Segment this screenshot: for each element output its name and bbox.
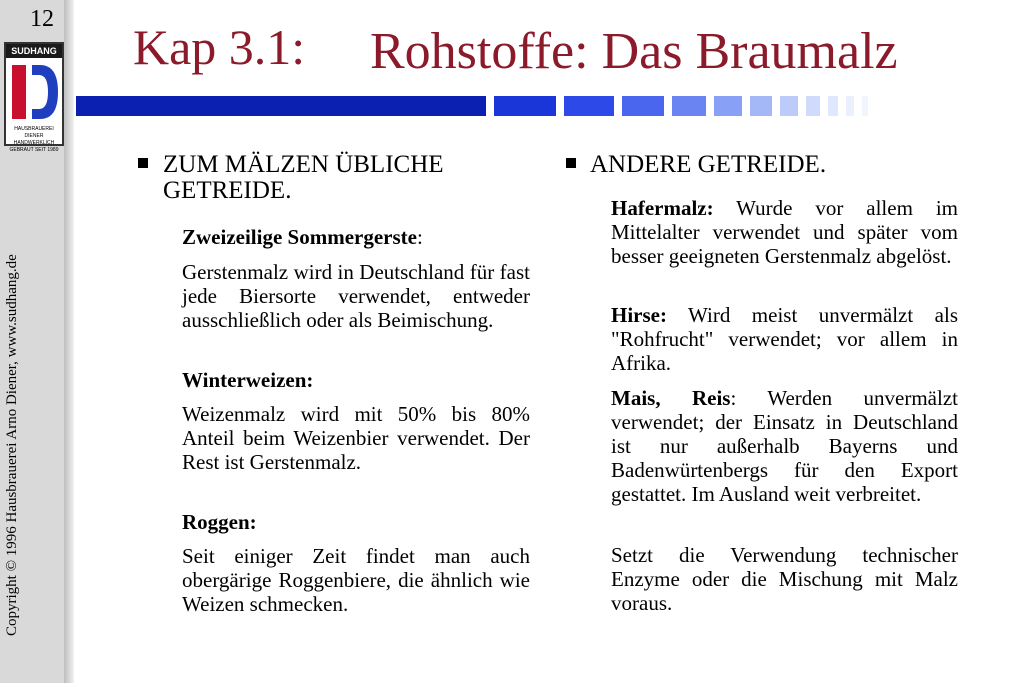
- logo-name: SUDHANG: [6, 44, 62, 58]
- logo-subtitle: HAUSBRAUEREI DIENER HANDWERKLICH GEBRAUT SEIT 1989: [9, 126, 59, 153]
- right-paragraph-hirse: Hirse: Wird meist unvermälzt als "Rohfrucht" verwendet; vor allem in Afrika.: [611, 303, 958, 375]
- left-bullet-icon: [138, 158, 148, 168]
- chapter-title: Kap 3.1:: [133, 19, 306, 75]
- sidebar-shadow: [64, 0, 74, 683]
- left-label-roggen: Roggen:: [182, 510, 257, 534]
- left-heading: ZUM MÄLZEN ÜBLICHE GETREIDE.: [163, 151, 444, 204]
- left-text-sommergerste: Gerstenmalz wird in Deutschland für fast jede Biersorte verwendet, entweder ausschließlich oder als Beimischung.: [182, 260, 530, 332]
- sudhang-logo: [4, 42, 64, 153]
- left-text-winterweizen: Weizenmalz wird mit 50% bis 80% Anteil beim Weizenbier verwendet. Der Rest ist Gerstenmalz.: [182, 402, 530, 474]
- left-label-winterweizen: Winterweizen:: [182, 368, 314, 392]
- logo-d-mark-icon: [6, 59, 62, 125]
- right-paragraph-hafermalz: Hafermalz: Wurde vor allem im Mittelalter verwendet und später vom besser geeigneten Gerstenmalz abgelöst.: [611, 196, 958, 268]
- right-paragraph-enzyme: Setzt die Verwendung technischer Enzyme oder die Mischung mit Malz voraus.: [611, 543, 958, 615]
- right-heading: ANDERE GETREIDE.: [590, 151, 827, 178]
- right-bullet-icon: [566, 158, 576, 168]
- left-text-roggen: Seit einiger Zeit findet man auch obergärige Roggenbiere, die ähnlich wie Weizen schmecken.: [182, 544, 530, 616]
- slide-title: Rohstoffe: Das Braumalz: [370, 23, 898, 80]
- left-label-sommergerste: Zweizeilige Sommergerste:: [182, 225, 423, 249]
- right-paragraph-mais-reis: Mais, Reis: Werden unvermälzt verwendet; der Einsatz in Deutschland ist nur außerhalb Bayerns und Badenwürtenbergs für den Export gestattet. Im Ausland weit verbreitet.: [611, 386, 958, 506]
- title-underline-bar: [76, 96, 1022, 118]
- slide-number: 12: [30, 6, 54, 32]
- copyright-notice: Copyright © 1996 Hausbrauerei Arno Diener, www.sudhang.de: [4, 254, 20, 636]
